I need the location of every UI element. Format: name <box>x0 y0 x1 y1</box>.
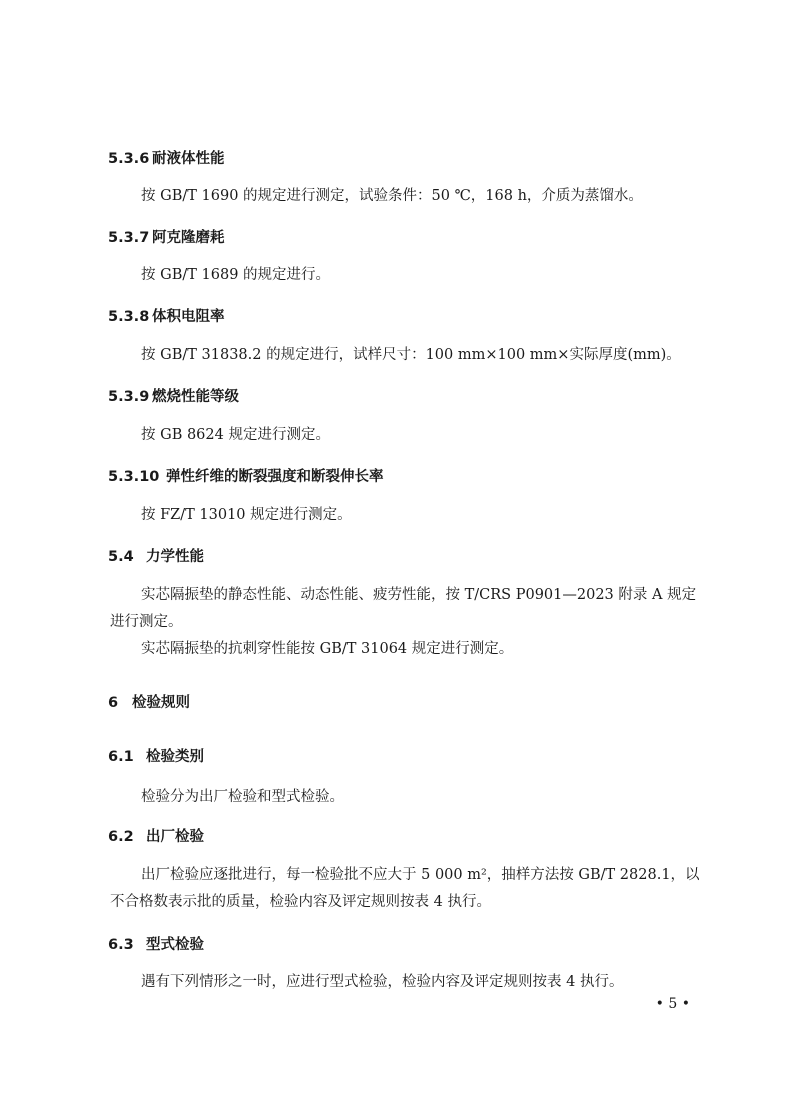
chapter-heading-6 <box>108 691 190 712</box>
section-heading-5-3-6 <box>108 147 225 168</box>
paragraph-6-2-line-2: 不合格数表示批的质量，检验内容及评定规则按表 4 执行。 <box>110 894 491 910</box>
page-number: • 5 • <box>655 996 690 1012</box>
section-title: 阿克隆磨耗 <box>152 230 225 246</box>
section-heading-5-3-9 <box>108 385 239 406</box>
section-title: 体积电阻率 <box>152 309 225 325</box>
section-number: 5.4 <box>108 549 134 565</box>
section-heading-5-3-7 <box>108 226 225 247</box>
section-heading-6-1 <box>108 745 204 766</box>
section-number: 6.1 <box>108 749 134 765</box>
section-heading-6-2 <box>108 825 204 846</box>
section-number: 5.3.10 <box>108 469 160 485</box>
paragraph-5-3-6: 按 GB/T 1690 的规定进行测定，试验条件：50 ℃，168 h，介质为蒸馏水。 <box>141 188 643 204</box>
section-number: 5.3.8 <box>108 309 150 325</box>
paragraph-5-4-line-1: 实芯隔振垫的静态性能、动态性能、疲劳性能，按 T/CRS P0901—2023 附录 A 规定 <box>141 587 697 603</box>
paragraph-5-3-7: 按 GB/T 1689 的规定进行。 <box>141 267 331 283</box>
section-title: 检验规则 <box>132 695 190 711</box>
section-title: 力学性能 <box>146 549 204 565</box>
paragraph-5-3-8: 按 GB/T 31838.2 的规定进行，试样尺寸：100 mm×100 mm×实际厚度(mm)。 <box>141 347 681 363</box>
section-heading-5-3-8 <box>108 305 225 326</box>
section-number: 6 <box>108 695 119 711</box>
section-title: 出厂检验 <box>146 829 204 845</box>
paragraph-6-1: 检验分为出厂检验和型式检验。 <box>141 789 344 805</box>
paragraph-5-4-line-2: 进行测定。 <box>110 614 183 630</box>
section-title: 燃烧性能等级 <box>152 389 239 405</box>
section-heading-5-4 <box>108 545 204 566</box>
section-heading-6-3 <box>108 933 204 954</box>
section-title: 检验类别 <box>146 749 204 765</box>
paragraph-5-3-10: 按 FZ/T 13010 规定进行测定。 <box>141 507 352 523</box>
paragraph-6-2-line-1: 出厂检验应逐批进行，每一检验批不应大于 5 000 m²，抽样方法按 GB/T 2828.1，以 <box>141 867 700 883</box>
section-title: 型式检验 <box>146 937 204 953</box>
section-number: 5.3.6 <box>108 151 150 167</box>
section-title: 耐液体性能 <box>152 151 225 167</box>
section-number: 5.3.7 <box>108 230 150 246</box>
paragraph-5-4-second: 实芯隔振垫的抗刺穿性能按 GB/T 31064 规定进行测定。 <box>141 641 514 657</box>
section-number: 6.3 <box>108 937 134 953</box>
section-title: 弹性纤维的断裂强度和断裂伸长率 <box>166 469 384 485</box>
section-number: 5.3.9 <box>108 389 150 405</box>
paragraph-5-3-9: 按 GB 8624 规定进行测定。 <box>141 427 330 443</box>
section-number: 6.2 <box>108 829 134 845</box>
section-heading-5-3-10 <box>108 465 384 486</box>
paragraph-6-3: 遇有下列情形之一时，应进行型式检验，检验内容及评定规则按表 4 执行。 <box>141 974 624 990</box>
